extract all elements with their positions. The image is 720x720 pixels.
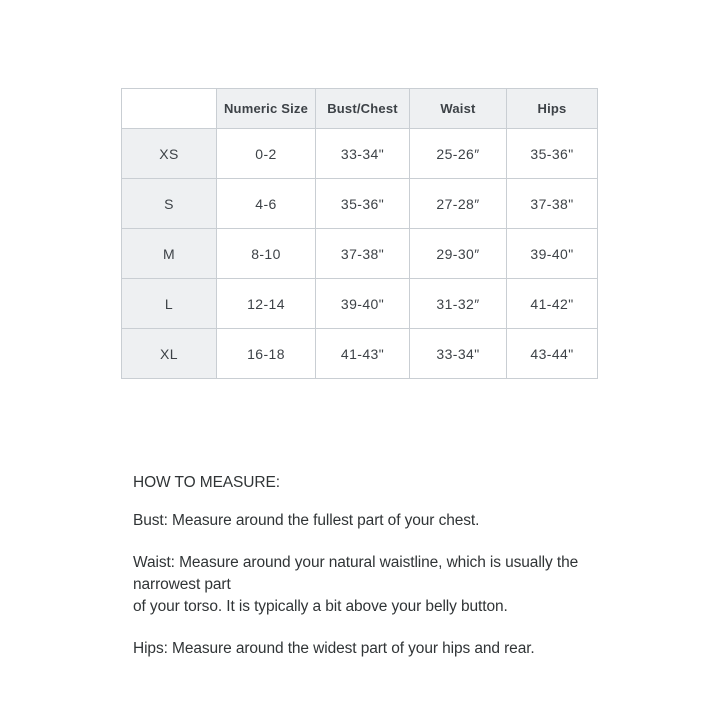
hips-instruction <box>133 638 638 660</box>
cell-s-bust: 35-36" <box>316 179 410 229</box>
cell-xl-bust: 41-43" <box>316 329 410 379</box>
hips-instruction-text: Hips: Measure around the widest part of your hips and rear. <box>133 640 535 657</box>
row-label-xs: XS <box>122 129 217 179</box>
cell-xs-hips: 35-36" <box>507 129 598 179</box>
cell-l-waist: 31-32″ <box>410 279 507 329</box>
bust-instruction-text: Bust: Measure around the fullest part of your chest. <box>133 512 480 529</box>
cell-m-hips: 39-40" <box>507 229 598 279</box>
waist-instruction-line-2: of your torso. It is typically a bit above your belly button. <box>133 598 508 615</box>
corner-cell <box>122 89 217 129</box>
cell-xl-hips: 43-44" <box>507 329 598 379</box>
col-header-hips: Hips <box>507 89 598 129</box>
col-header-bust-chest: Bust/Chest <box>316 89 410 129</box>
cell-s-waist: 27-28″ <box>410 179 507 229</box>
how-to-measure-heading: HOW TO MEASURE: <box>133 474 280 491</box>
waist-instruction-line-1: Waist: Measure around your natural waistline, which is usually the narrowest part <box>133 554 579 593</box>
table-row-s <box>122 179 598 229</box>
how-to-measure-section <box>133 472 638 680</box>
table-row-l <box>122 279 598 329</box>
cell-xs-waist: 25-26″ <box>410 129 507 179</box>
bust-instruction <box>133 510 638 532</box>
col-header-waist: Waist <box>410 89 507 129</box>
waist-instruction <box>133 552 638 618</box>
cell-xs-bust: 33-34" <box>316 129 410 179</box>
cell-m-bust: 37-38" <box>316 229 410 279</box>
cell-l-bust: 39-40" <box>316 279 410 329</box>
col-header-numeric-size: Numeric Size <box>217 89 316 129</box>
cell-l-hips: 41-42" <box>507 279 598 329</box>
cell-s-numeric: 4-6 <box>217 179 316 229</box>
cell-m-numeric: 8-10 <box>217 229 316 279</box>
cell-xs-numeric: 0-2 <box>217 129 316 179</box>
header-row <box>122 89 598 129</box>
cell-m-waist: 29-30″ <box>410 229 507 279</box>
cell-s-hips: 37-38" <box>507 179 598 229</box>
row-label-s: S <box>122 179 217 229</box>
row-label-l: L <box>122 279 217 329</box>
cell-xl-waist: 33-34" <box>410 329 507 379</box>
table-row-m <box>122 229 598 279</box>
cell-l-numeric: 12-14 <box>217 279 316 329</box>
row-label-xl: XL <box>122 329 217 379</box>
table-row-xs <box>122 129 598 179</box>
size-chart-table <box>121 88 598 379</box>
row-label-m: M <box>122 229 217 279</box>
cell-xl-numeric: 16-18 <box>217 329 316 379</box>
table-row-xl <box>122 329 598 379</box>
